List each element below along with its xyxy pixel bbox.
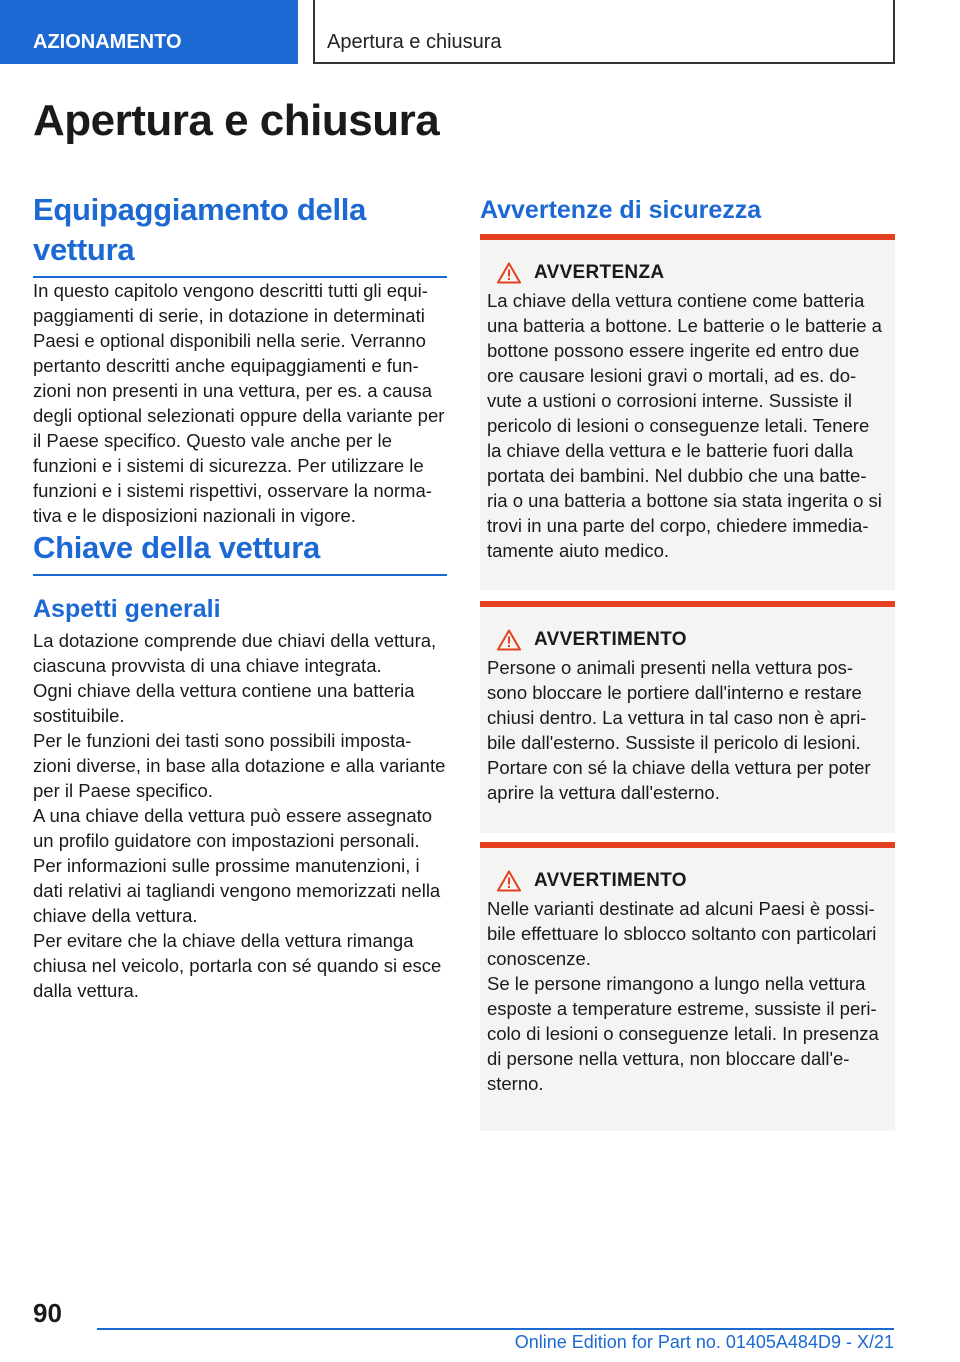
warning-header bbox=[497, 870, 887, 892]
general-paragraph-1: La dotazione comprende due chiavi della vettura, ciascuna provvista di una chiave integrata. bbox=[33, 630, 437, 676]
warning-header bbox=[497, 629, 887, 651]
warning-triangle-icon bbox=[497, 262, 521, 284]
general-paragraph-5: Per informazioni sulle prossime manutenzioni, i dati relativi ai tagliandi vengono memorizzati nella chiave della vettura. bbox=[33, 855, 441, 926]
warning-label: AVVERTIMENTO bbox=[534, 629, 687, 650]
warning-header bbox=[497, 262, 887, 284]
general-paragraph-3: Per le funzioni dei tasti sono possibili imposta-zioni diverse, in base alla dotazione e alla variante per il Paese specifico. bbox=[33, 730, 446, 801]
page-number: 90 bbox=[33, 1298, 62, 1328]
general-paragraph-6: Per evitare che la chiave della vettura rimanga chiusa nel veicolo, portarla con sé quando si esce dalla vettura. bbox=[33, 930, 442, 1001]
equipment-section-title bbox=[33, 190, 447, 278]
equipment-title-line2: vettura bbox=[33, 232, 135, 267]
safety-section-title: Avvertenze di sicurezza bbox=[480, 196, 762, 224]
left-column bbox=[33, 190, 447, 1003]
header-section-tab: AZIONAMENTO bbox=[0, 0, 298, 64]
warning-text-2: Se le persone rimangono a lungo nella vettura esposte a temperature estreme, sussiste il peri-colo di lesioni o conseguenze letali. In presenza di persone nella vettura, non bloccare dall'e-sterno. bbox=[487, 973, 879, 1094]
equipment-paragraph: In questo capitolo vengono descritti tutti gli equi-paggiamenti di serie, in dotazione in determinati Paesi e optional disponibili nella serie. Verranno pertanto descritti anche equipaggiamenti e fun-zioni non presenti in una vettura, per es. a causa degli optional selezionati oppure della variante per il Paese specifico. Questo vale anche per le funzioni e i sistemi di sicurezza. Per utilizzare le funzioni e i sistemi rispettivi, osservare la norma-tiva e le disposizioni nazionali in vigore. bbox=[33, 280, 445, 526]
warning-box-3 bbox=[480, 842, 895, 1131]
warning-triangle-icon bbox=[497, 629, 521, 651]
warning-text: Persone o animali presenti nella vettura pos-sono bloccare le portiere dall'interno e restare chiusi dentro. La vettura in tal caso non è apri-bile dall'esterno. Sussiste il pericolo di lesioni. Portare con sé la chiave della vettura per poter aprire la vettura dall'esterno. bbox=[487, 657, 871, 803]
warning-label: AVVERTIMENTO bbox=[534, 870, 687, 891]
warning-triangle-icon bbox=[497, 870, 521, 892]
page-title: Apertura e chiusura bbox=[33, 96, 440, 145]
warning-text: La chiave della vettura contiene come batteria una batteria a bottone. Le batterie o le batterie a bottone possono essere ingerite ed entro due ore causare lesioni gravi o mortali, ad es. do-vute a ustioni o corrosioni interne. Sussiste il pericolo di lesioni o conseguenze letali. Tenere la chiave della vettura e le batterie fuori dalla portata dei bambini. Nel dubbio che una batte-ria o una batteria a bottone sia stata ingerita o si trovi in una parte del corpo, chiedere immedia-tamente aiuto medico. bbox=[487, 290, 882, 561]
equipment-title-line1: Equipaggiamento della bbox=[33, 192, 367, 227]
key-section-title: Chiave della vettura bbox=[33, 528, 447, 576]
header-chapter-title: Apertura e chiusura bbox=[313, 0, 895, 64]
general-subsection-title: Aspetti generali bbox=[33, 595, 221, 623]
general-paragraph-2: Ogni chiave della vettura contiene una batteria sostituibile. bbox=[33, 680, 415, 726]
general-paragraph-4: A una chiave della vettura può essere assegnato un profilo guidatore con impostazioni personali. bbox=[33, 805, 433, 851]
warning-text-1: Nelle varianti destinate ad alcuni Paesi è possi-bile effettuare lo sblocco soltanto con particolari conoscenze. bbox=[487, 898, 877, 969]
footer-divider bbox=[97, 1328, 894, 1330]
warning-label: AVVERTENZA bbox=[534, 262, 665, 283]
warning-box-1 bbox=[480, 234, 895, 590]
warning-box-2 bbox=[480, 601, 895, 833]
right-column bbox=[480, 190, 895, 1094]
footer-edition: Online Edition for Part no. 01405A484D9 - X/21 bbox=[514, 1332, 894, 1352]
